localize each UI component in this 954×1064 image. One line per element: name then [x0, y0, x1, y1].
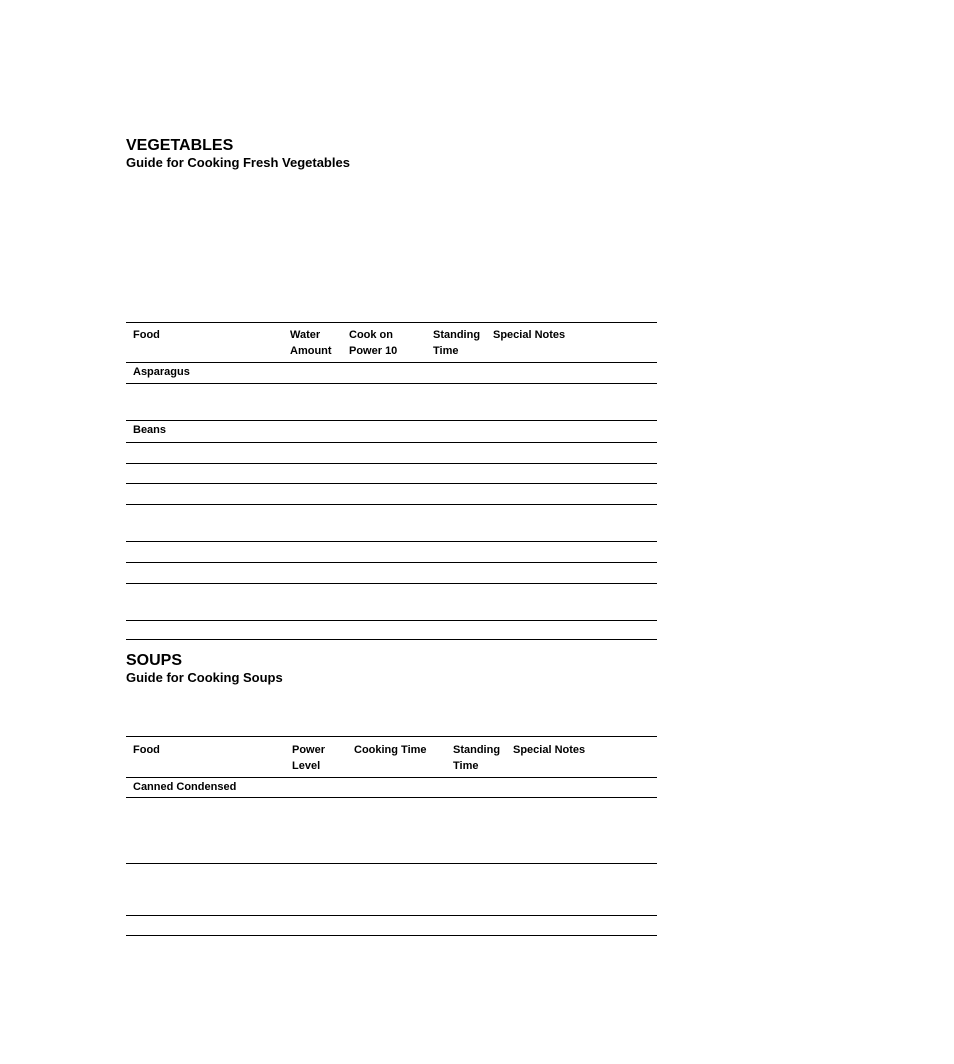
table-rule	[126, 620, 657, 621]
table-rule	[126, 562, 657, 563]
table-rule	[126, 797, 657, 798]
header-food: Food	[133, 744, 160, 756]
table-rule-bottom	[126, 639, 657, 640]
table-rule	[126, 583, 657, 584]
header-cooking-time: Cooking Time	[354, 744, 427, 756]
vegetables-heading	[126, 137, 350, 171]
group-label-asparagus: Asparagus	[133, 366, 190, 378]
header-standing-line2: Time	[433, 345, 459, 357]
header-notes: Special Notes	[513, 744, 586, 756]
header-food: Food	[133, 329, 160, 341]
section-title: SOUPS	[126, 652, 183, 669]
group-label-beans: Beans	[133, 424, 167, 436]
table-rule	[126, 420, 657, 421]
header-cook-line1: Cook on	[349, 329, 393, 341]
table-rule	[126, 463, 657, 464]
section-title: VEGETABLES	[126, 137, 234, 154]
header-power-line1: Power	[292, 744, 326, 756]
header-cook	[349, 327, 397, 359]
group-label-canned-condensed: Canned Condensed	[133, 781, 237, 793]
table-rule-top	[126, 322, 657, 323]
table-rule	[126, 777, 657, 778]
header-power	[292, 742, 325, 774]
header-water-line1: Water	[290, 329, 321, 341]
header-notes: Special Notes	[493, 329, 566, 341]
table-rule	[126, 383, 657, 384]
header-standing-line1: Standing	[433, 329, 481, 341]
header-water	[290, 327, 332, 359]
table-rule	[126, 483, 657, 484]
table-rule	[126, 915, 657, 916]
header-power-line2: Level	[292, 760, 321, 772]
table-rule	[126, 442, 657, 443]
table-rule-bottom	[126, 935, 657, 936]
table-rule	[126, 504, 657, 505]
header-cook-line2: Power 10	[349, 345, 398, 357]
table-rule-top	[126, 736, 657, 737]
table-rule	[126, 541, 657, 542]
soups-heading	[126, 652, 283, 686]
header-standing	[433, 327, 480, 359]
header-standing-line2: Time	[453, 760, 479, 772]
header-standing-line1: Standing	[453, 744, 501, 756]
header-water-line2: Amount	[290, 345, 332, 357]
header-standing	[453, 742, 500, 774]
table-rule	[126, 863, 657, 864]
section-subtitle: Guide for Cooking Soups	[126, 670, 283, 685]
table-rule	[126, 362, 657, 363]
section-subtitle: Guide for Cooking Fresh Vegetables	[126, 155, 350, 170]
